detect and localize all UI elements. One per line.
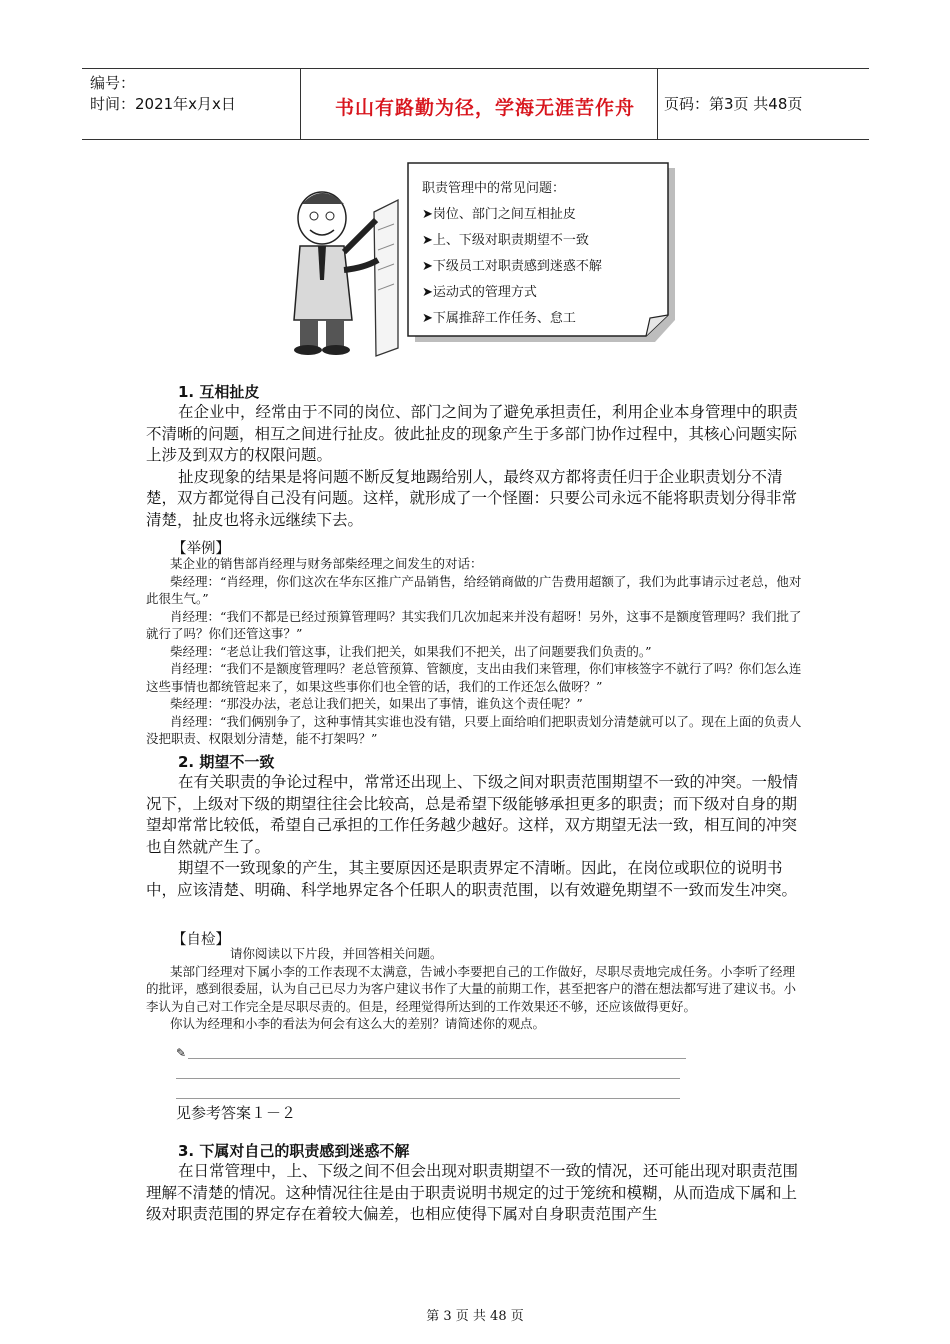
answer-line[interactable] bbox=[176, 1098, 680, 1099]
selfcheck-body bbox=[146, 945, 806, 1033]
dialogue-line: 肖经理：“我们不都是已经过预算管理吗？其实我们几次加起来并没有超呀！另外，这事不是额度管理吗？我们批了就行了吗？你们还管这事？” bbox=[146, 608, 802, 641]
callout-item: ➤运动式的管理方式 bbox=[422, 285, 537, 300]
dialogue-line: 柴经理：“肖经理，你们这次在华东区推广产品销售，给经销商做的广告费用超额了，我们为此事请示过老总，他对此很生气。” bbox=[146, 573, 802, 606]
section-body bbox=[146, 402, 806, 531]
header-meta bbox=[90, 73, 236, 115]
callout-item: ➤上、下级对职责期望不一致 bbox=[422, 233, 589, 248]
callout-item: ➤下级员工对职责感到迷惑不解 bbox=[422, 259, 602, 274]
section-heading: 2. 期望不一致 bbox=[178, 753, 275, 771]
paragraph: 在有关职责的争论过程中，常常还出现上、下级之间对职责范围期望不一致的冲突。一般情况下，上级对下级的期望往往会比较高，总是希望下级能够承担更多的职责；而下级对自身的期望却常常比较低，希望自己承担的工作任务越少越好。这样，双方期望无法一致，相互间的冲突也自然就产生了。 bbox=[146, 773, 799, 856]
callout-text bbox=[422, 176, 602, 332]
header-motto: 书山有路勤为径，学海无涯苦作舟 bbox=[334, 97, 635, 119]
cartoon-callout-illustration bbox=[280, 160, 680, 360]
section-body bbox=[146, 1161, 806, 1226]
answer-line[interactable] bbox=[176, 1078, 680, 1079]
example-tag: 【举例】 bbox=[172, 541, 230, 557]
pencil-icon: ✎ bbox=[176, 1046, 187, 1060]
paragraph: 在企业中，经常由于不同的岗位、部门之间为了避免承担责任，利用企业本身管理中的职责不清晰的问题，相互之间进行扯皮。彼此扯皮的现象产生于多部门协作过程中，其核心问题实际上涉及到双方的权限问题。 bbox=[146, 403, 799, 464]
dialogue-line: 肖经理：“我们俩别争了，这种事情其实谁也没有错，只要上面给咱们把职责划分清楚就可以了。现在上面的负责人没把职责、权限划分清楚，能不打架吗？” bbox=[146, 713, 802, 746]
callout-item: ➤岗位、部门之间互相扯皮 bbox=[422, 207, 576, 222]
page-footer: 第 3 页 共 48 页 bbox=[426, 1309, 524, 1324]
paragraph: 扯皮现象的结果是将问题不断反复地踢给别人，最终双方都将责任归于企业职责划分不清楚，双方都觉得自己没有问题。这样，就形成了一个怪圈：只要公司永远不能将职责划分得非常清楚，扯皮也将永远继续下去。 bbox=[146, 467, 798, 529]
dialogue-line: 柴经理：“老总让我们管这事，让我们把关，如果我们不把关，出了问题要我们负责的。” bbox=[170, 643, 652, 659]
header-divider bbox=[300, 69, 301, 139]
dialogue-line: 某企业的销售部肖经理与财务部柴经理之间发生的对话： bbox=[170, 556, 483, 571]
document-number-label: 编号： bbox=[90, 74, 136, 92]
selfcheck-tag: 【自检】 bbox=[172, 932, 230, 948]
dialogue-line: 肖经理：“我们不是额度管理吗？老总管预算、管额度，支出由我们来管理，你们审核签字不就行了吗？你们怎么连这些事情也都统管起来了，如果这些事你们也全管的话，我们的工作还怎么做呀？” bbox=[146, 661, 802, 694]
answer-line[interactable] bbox=[188, 1058, 686, 1059]
section-heading: 3. 下属对自己的职责感到迷惑不解 bbox=[178, 1142, 410, 1160]
example-dialogue bbox=[146, 555, 806, 748]
document-date-label: 时间：2021年x月x日 bbox=[90, 95, 236, 113]
paragraph: 期望不一致现象的产生，其主要原因还是职责界定不清晰。因此，在岗位或职位的说明书中，应该清楚、明确、科学地界定各个任职人的职责范围，以有效避免期望不一致而发生冲突。 bbox=[146, 859, 798, 899]
section-heading: 1. 互相扯皮 bbox=[178, 383, 260, 401]
paragraph: 在日常管理中，上、下级之间不但会出现对职责期望不一致的情况，还可能出现对职责范围理解不清楚的情况。这种情况往往是由于职责说明书规定的过于笼统和模糊，从而造成下属和上级对职责范围的界定存在着较大偏差，也相应使得下属对自身职责范围产生 bbox=[146, 1162, 799, 1223]
selfcheck-question: 你认为经理和小李的看法为何会有这么大的差别？请简述你的观点。 bbox=[170, 1016, 546, 1031]
callout-title: 职责管理中的常见问题： bbox=[422, 181, 566, 196]
answer-reference: 见参考答案１－２ bbox=[176, 1104, 297, 1122]
section-body bbox=[146, 772, 806, 901]
selfcheck-text: 某部门经理对下属小李的工作表现不太满意，告诫小李要把自己的工作做好，尽职尽责地完成任务。小李听了经理的批评，感到很委屈，认为自己已尽力为客户建议书作了大量的前期工作，甚至把客户的潜在想法都写进了建议书。小李认为自己对工作完全是尽职尽责的。但是，经理觉得所达到的工作效果还不够，还应该做得更好。 bbox=[146, 963, 797, 1014]
selfcheck-intro: 请你阅读以下片段，并回答相关问题。 bbox=[230, 946, 443, 961]
callout-item: ➤下属推辞工作任务、怠工 bbox=[422, 311, 576, 326]
dialogue-line: 柴经理：“那没办法，老总让我们把关，如果出了事情，谁负这个责任呢？” bbox=[170, 696, 583, 711]
header-page-number: 页码：第3页 共48页 bbox=[664, 95, 803, 113]
page-header bbox=[82, 68, 869, 140]
